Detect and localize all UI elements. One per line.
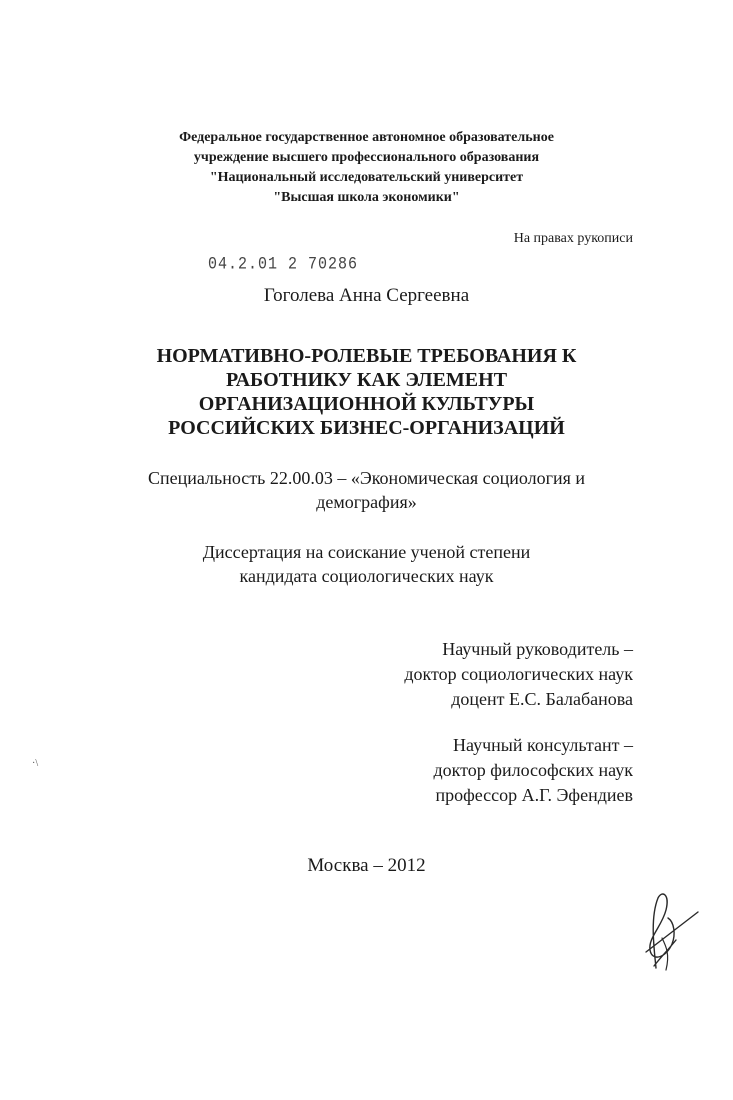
specialty-line-2: демография» [316, 492, 417, 512]
author-name: Гоголева Анна Сергеевна [263, 285, 470, 306]
specialty-line-1: Специальность 22.00.03 – «Экономическая социология и [147, 468, 586, 488]
institution-line-2: учреждение высшего профессионального образования [193, 150, 540, 165]
institution-line-1: Федеральное государственное автономное образовательное [179, 130, 554, 145]
institution-header [0, 128, 733, 208]
institution-line-3: "Национальный исследовательский университет [209, 170, 524, 185]
title-line-4: РОССИЙСКИХ БИЗНЕС-ОРГАНИЗАЦИЙ [168, 417, 565, 439]
consultant-name: профессор А.Г. Эфендиев [435, 785, 633, 805]
supervisor-role: Научный руководитель – [442, 639, 633, 659]
dissertation-title [0, 344, 733, 440]
title-line-3: ОРГАНИЗАЦИОННОЙ КУЛЬТУРЫ [198, 393, 535, 415]
supervisor-block [404, 637, 633, 712]
specialty [0, 466, 733, 514]
registration-stamp: 04.2.01 2 70286 [208, 254, 359, 275]
degree-line-2: кандидата социологических наук [239, 566, 494, 586]
consultant-block [434, 733, 634, 808]
consultant-degree: доктор философских наук [433, 760, 633, 780]
institution-line-4: "Высшая школа экономики" [273, 190, 460, 205]
signature-mark [636, 888, 706, 976]
scan-speck: ·\ [32, 758, 39, 769]
consultant-role: Научный консультант – [453, 735, 633, 755]
city-year: Москва – 2012 [307, 855, 426, 876]
supervisor-name: доцент Е.С. Балабанова [451, 689, 633, 709]
title-line-1: НОРМАТИВНО-РОЛЕВЫЕ ТРЕБОВАНИЯ К [156, 345, 577, 367]
supervisor-degree: доктор социологических наук [404, 664, 633, 684]
rights-note: На правах рукописи [513, 231, 633, 246]
title-line-2: РАБОТНИКУ КАК ЭЛЕМЕНТ [225, 369, 508, 391]
degree-line-1: Диссертация на соискание ученой степени [202, 542, 531, 562]
degree-statement [0, 540, 733, 588]
